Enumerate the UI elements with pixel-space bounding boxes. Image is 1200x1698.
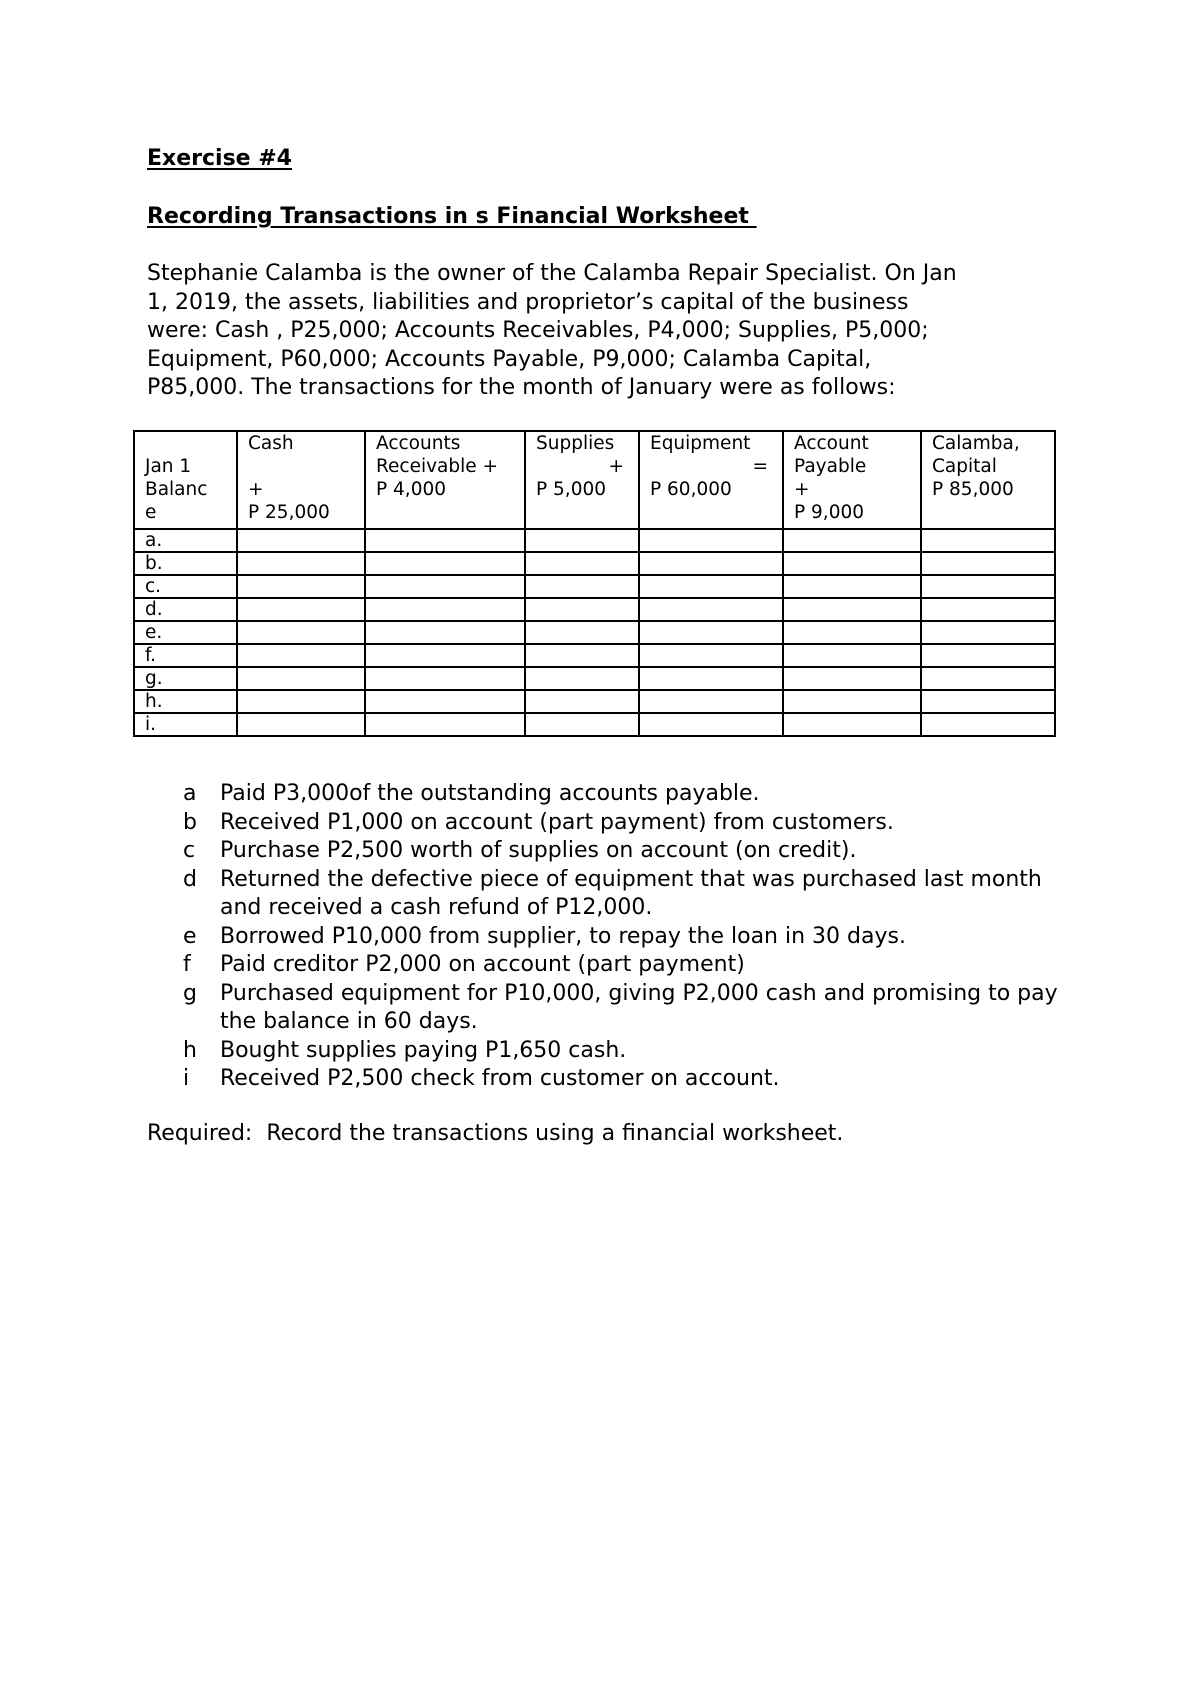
financial-worksheet-table (133, 430, 1056, 737)
item-letter: e (183, 923, 197, 949)
item-text: Returned the defective piece of equipment that was purchased last month and received a cash refund of P12,000. (220, 866, 1042, 920)
table-cell (921, 713, 1055, 736)
intro-line: 1, 2019, the assets, liabilities and proprietor’s capital of the business (147, 289, 909, 315)
row-label: a. (134, 529, 237, 552)
list-item (183, 837, 1083, 866)
transaction-list (183, 780, 1083, 1094)
intro-line: P85,000. The transactions for the month of January were as follows: (147, 375, 896, 400)
table-cell (525, 575, 639, 598)
table-cell (921, 621, 1055, 644)
table-cell (921, 598, 1055, 621)
row-label: h. (134, 690, 237, 713)
list-item (183, 809, 1083, 838)
table-cell (365, 644, 525, 667)
header-cash: Cash + P 25,000 (237, 431, 365, 529)
list-item (183, 980, 1083, 1037)
table-cell (525, 621, 639, 644)
worksheet-header-row (134, 431, 1055, 529)
table-cell (365, 598, 525, 621)
table-cell (783, 644, 921, 667)
item-letter: g (183, 980, 197, 1006)
table-cell (237, 598, 365, 621)
header-balance: Jan 1 Balanc e (134, 431, 237, 529)
header-supplies: Supplies + P 5,000 (525, 431, 639, 529)
header-accounts-receivable: Accounts Receivable + P 4,000 (365, 431, 525, 529)
item-text: Purchase P2,500 worth of supplies on account (on credit). (220, 838, 857, 863)
worksheet-subtitle: Recording Transactions in s Financial Worksheet (147, 204, 757, 229)
table-cell (921, 529, 1055, 552)
table-cell (525, 667, 639, 690)
table-cell (921, 644, 1055, 667)
item-letter: d (183, 866, 197, 892)
item-letter: h (183, 1037, 197, 1063)
table-cell (783, 690, 921, 713)
table-cell (783, 621, 921, 644)
table-cell (237, 690, 365, 713)
table-cell (237, 621, 365, 644)
item-letter: f (183, 952, 191, 977)
table-cell (921, 575, 1055, 598)
header-equipment: Equipment = P 60,000 (639, 431, 783, 529)
item-text: Received P1,000 on account (part payment) from customers. (220, 809, 894, 835)
intro-line: were: Cash , P25,000; Accounts Receivables, P4,000; Supplies, P5,000; (147, 318, 929, 343)
exercise-title: Exercise #4 (147, 146, 292, 171)
table-cell (783, 667, 921, 690)
table-cell (639, 690, 783, 713)
intro-line: Stephanie Calamba is the owner of the Calamba Repair Specialist. On Jan (147, 261, 957, 286)
table-cell (365, 552, 525, 575)
item-text: Borrowed P10,000 from supplier, to repay the loan in 30 days. (220, 923, 906, 949)
required-label: Required: (147, 1121, 253, 1146)
table-cell (237, 529, 365, 552)
table-cell (921, 667, 1055, 690)
table-cell (921, 552, 1055, 575)
item-text: Purchased equipment for P10,000, giving P2,000 cash and promising to pay the balance in 60 days. (220, 980, 1058, 1034)
item-letter: c (183, 838, 196, 863)
table-cell (525, 644, 639, 667)
item-letter: i (183, 1066, 190, 1091)
row-label: f. (134, 644, 237, 667)
table-cell (639, 667, 783, 690)
table-cell (639, 713, 783, 736)
table-cell (365, 621, 525, 644)
table-cell (783, 713, 921, 736)
table-cell (525, 713, 639, 736)
table-cell (639, 552, 783, 575)
table-cell (639, 575, 783, 598)
table-cell (639, 644, 783, 667)
table-cell (237, 575, 365, 598)
table-cell (783, 529, 921, 552)
list-item (183, 866, 1083, 923)
table-cell (783, 552, 921, 575)
table-cell (639, 621, 783, 644)
table-row (134, 598, 1055, 621)
table-cell (237, 667, 365, 690)
item-text: Paid creditor P2,000 on account (part payment) (220, 952, 745, 977)
item-text: Bought supplies paying P1,650 cash. (220, 1037, 627, 1063)
table-cell (525, 690, 639, 713)
list-item (183, 1065, 1083, 1094)
header-account-payable: Account Payable + P 9,000 (783, 431, 921, 529)
item-letter: b (183, 809, 197, 835)
intro-paragraph (147, 260, 1077, 403)
list-item (183, 951, 1083, 980)
table-cell (783, 575, 921, 598)
table-cell (783, 598, 921, 621)
required-text: Record the transactions using a financial worksheet. (266, 1121, 844, 1146)
list-item (183, 923, 1083, 952)
header-capital: Calamba, Capital P 85,000 (921, 431, 1055, 529)
table-row (134, 575, 1055, 598)
table-cell (365, 690, 525, 713)
row-label: c. (134, 575, 237, 598)
item-text: Paid P3,000of the outstanding accounts payable. (220, 781, 760, 806)
table-cell (525, 552, 639, 575)
table-row (134, 713, 1055, 736)
table-row (134, 529, 1055, 552)
table-cell (365, 529, 525, 552)
row-label: e. (134, 621, 237, 644)
table-cell (237, 644, 365, 667)
item-text: Received P2,500 check from customer on account. (220, 1066, 780, 1091)
table-cell (237, 713, 365, 736)
table-cell (525, 598, 639, 621)
table-cell (365, 713, 525, 736)
table-row (134, 621, 1055, 644)
table-row (134, 644, 1055, 667)
item-letter: a (183, 781, 197, 806)
intro-line: Equipment, P60,000; Accounts Payable, P9,000; Calamba Capital, (147, 346, 872, 372)
row-label: i. (134, 713, 237, 736)
table-cell (639, 598, 783, 621)
table-cell (365, 575, 525, 598)
row-label: d. (134, 598, 237, 621)
table-row (134, 690, 1055, 713)
table-cell (921, 690, 1055, 713)
table-cell (525, 529, 639, 552)
table-cell (365, 667, 525, 690)
table-row (134, 552, 1055, 575)
table-cell (237, 552, 365, 575)
required-line (147, 1121, 843, 1146)
row-label: b. (134, 552, 237, 575)
table-cell (639, 529, 783, 552)
list-item (183, 1037, 1083, 1066)
table-row (134, 667, 1055, 690)
row-label: g. (134, 667, 237, 690)
list-item (183, 780, 1083, 809)
